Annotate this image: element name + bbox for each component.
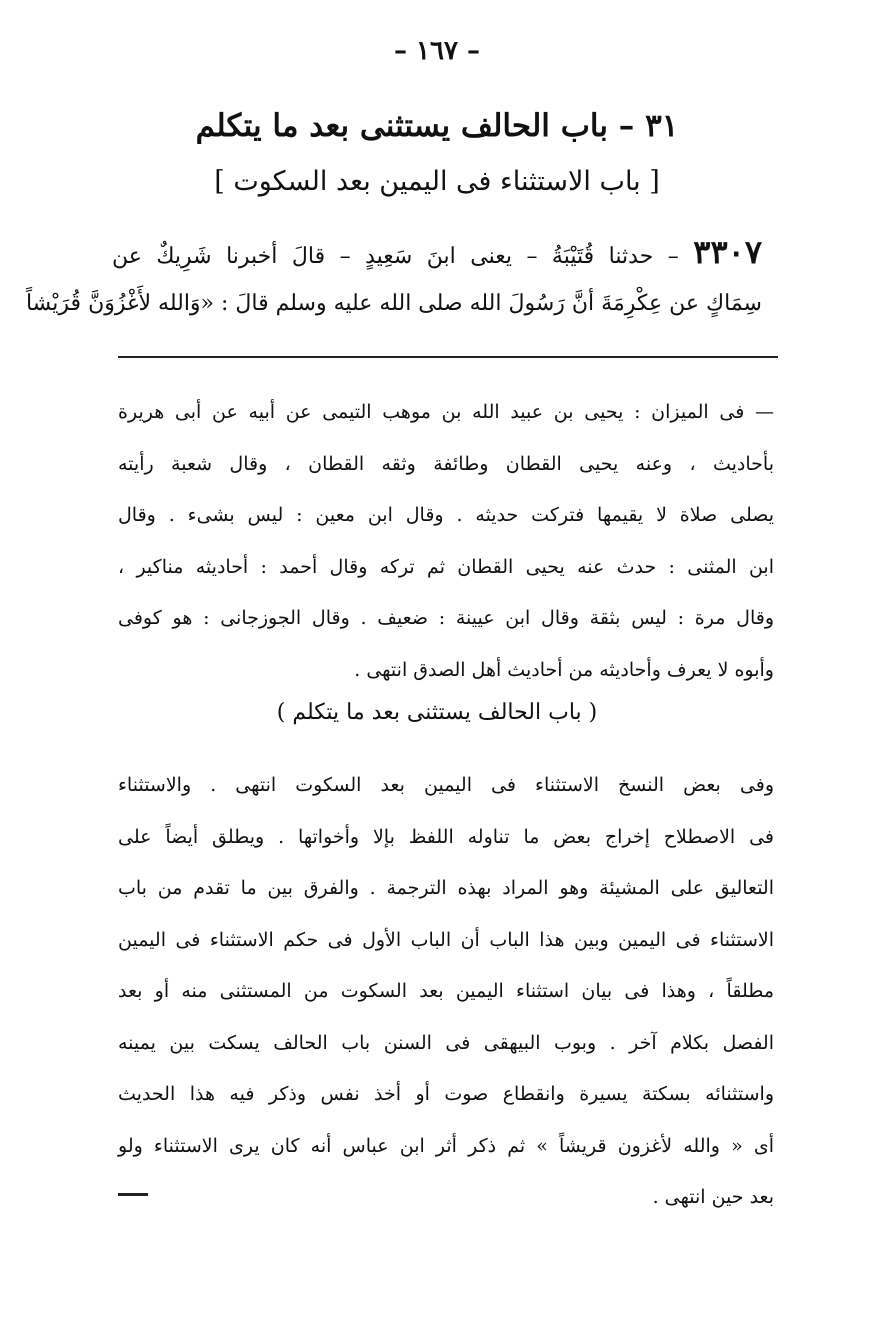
commentary-line: ابن المثنى : حدث عنه يحيى القطان ثم تركه وقال أحمد : أحاديثه مناكير ،	[118, 555, 774, 578]
hadith-number: ٣٣٠٧	[693, 233, 763, 271]
commentary-line: بأحاديث ، وعنه يحيى القطان وطائفة وثقه القطان ، وقال شعبة رأيته	[118, 452, 774, 475]
body-line: مطلقاً ، وهذا فى بيان استثناء اليمين بعد السكوت من المستثنى منه أو بعد	[118, 980, 774, 1002]
section-heading: ( باب الحالف يستثنى بعد ما يتكلم )	[276, 700, 598, 725]
hadith-line: سِمَاكٍ عن عِكْرِمَةَ أنَّ رَسُولَ الله صلى الله عليه وسلم قالَ : «وَالله لأَغْزُوَنَّ قُرَيْشاً	[25, 291, 762, 316]
commentary-line: — فى الميزان : يحيى بن عبيد الله بن موهب التيمى عن أبيه عن أبى هريرة	[118, 401, 774, 423]
commentary-line: يصلى صلاة لا يقيمها فتركت حديثه . وقال ابن معين : ليس بشىء . وقال	[118, 504, 774, 526]
body-line: بعد حين انتهى .	[652, 1186, 774, 1208]
chapter-title: ٣١ – باب الحالف يستثنى بعد ما يتكلم	[195, 108, 679, 144]
footnote-divider	[118, 356, 778, 358]
body-line: واستثنائه بسكتة يسيرة وانقطاع صوت أو أخذ نفس وذكر فيه هذا الحديث	[118, 1083, 774, 1105]
body-text-block	[118, 760, 774, 1224]
body-line: الاستثناء فى اليمين وبين هذا الباب أن الباب الأول فى حكم الاستثناء فى اليمين	[118, 928, 774, 951]
body-line: أى « والله لأغزون قريشاً » ثم ذكر أثر ابن عباس أنه كان يرى الاستثناء ولو	[118, 1134, 774, 1157]
end-dash	[118, 1193, 148, 1196]
body-line: وفى بعض النسخ الاستثناء فى اليمين بعد السكوت انتهى . والاستثناء	[118, 774, 774, 796]
hadith-line	[112, 226, 762, 278]
commentary-line: وأبوه لا يعرف وأحاديثه من أحاديث أهل الصدق انتهى .	[354, 658, 774, 681]
commentary-block	[118, 387, 774, 696]
page-number: – ١٦٧ –	[393, 36, 481, 66]
hadith-text	[25, 226, 763, 330]
commentary-line: وقال مرة : ليس بثقة وقال ابن عيينة : ضعيف . وقال الجوزجانى : هو كوفى	[118, 607, 774, 629]
body-line: التعاليق على المشيئة وهو المراد بهذه الترجمة . والفرق بين ما تقدم من باب	[118, 877, 774, 899]
body-line: الفصل بكلام آخر . وبوب البيهقى فى السنن باب الحالف يسكت بين يمينه	[118, 1031, 774, 1054]
chapter-subtitle: [ باب الاستثناء فى اليمين بعد السكوت ]	[214, 166, 660, 197]
hadith-line-1-text: – حدثنا قُتَيْبَةُ – يعنى ابنَ سَعِيدٍ – قالَ أخبرنا شَرِيكٌ عن	[112, 244, 679, 269]
body-line: فى الاصطلاح إخراج بعض ما تناوله اللفظ بإلا وأخواتها . ويطلق أيضاً على	[118, 825, 774, 848]
